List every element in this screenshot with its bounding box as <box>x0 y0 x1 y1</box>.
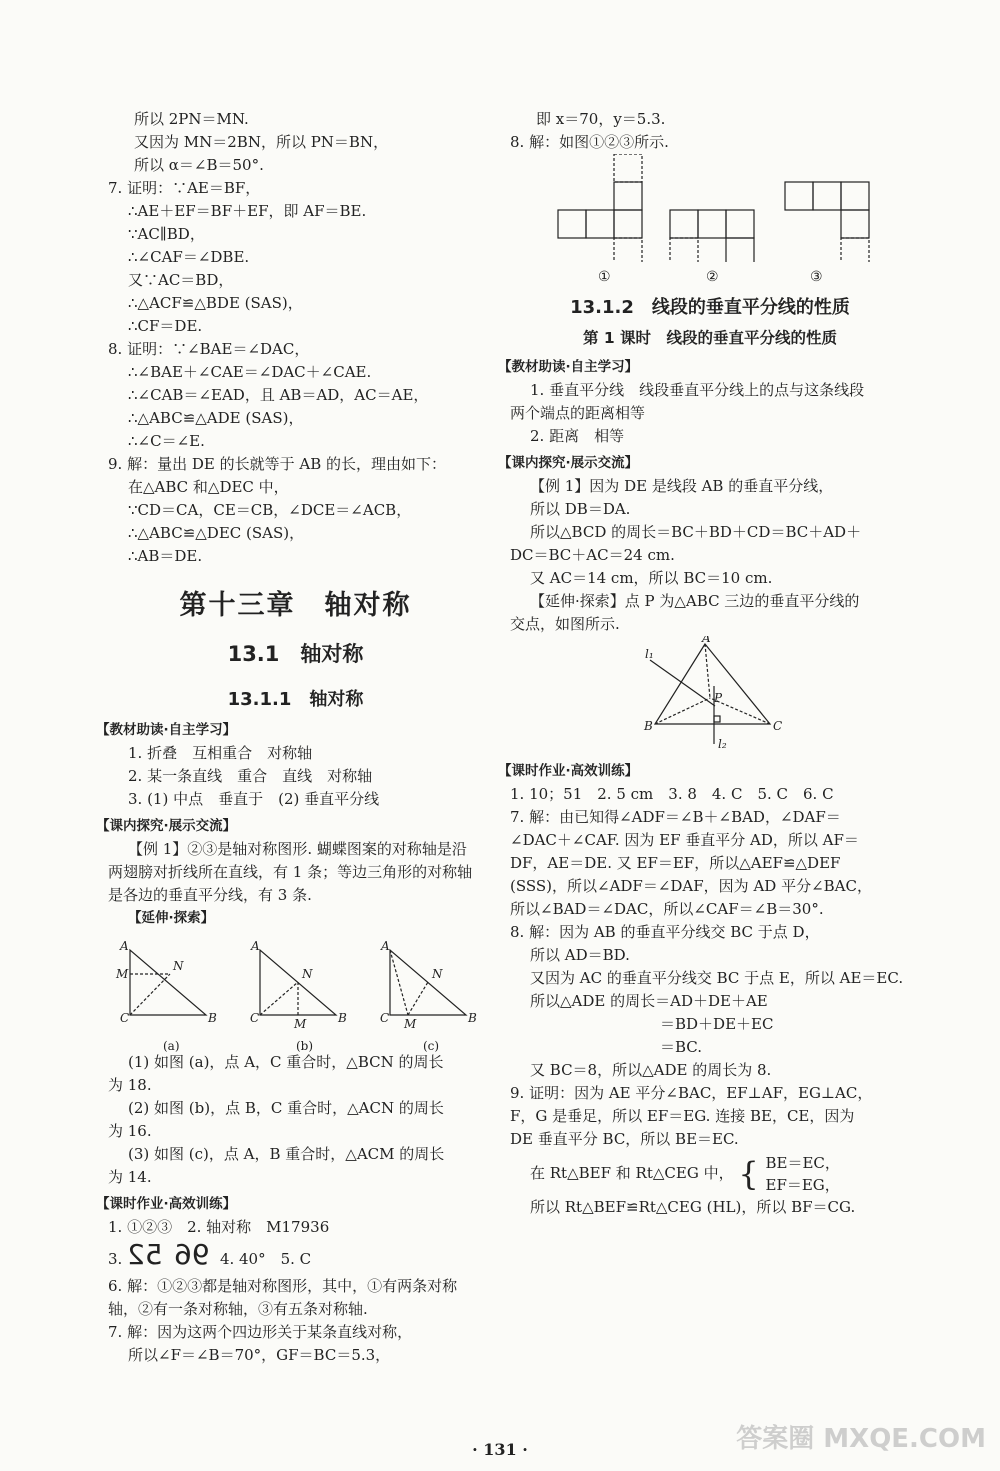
text-line: 7. 解：因为这两个四边形关于某条直线对称， <box>108 1323 413 1341</box>
text-line: 8. 证明：∵∠BAE＝∠DAC， <box>108 340 310 358</box>
mirror-answer-line <box>108 1239 483 1275</box>
text-line: (3) 如图 (c)，点 A，B 重合时，△ACM 的周长 <box>128 1145 445 1163</box>
section-header: 【课时作业·高效训练】 <box>96 1196 237 1212</box>
caption-a: (a) <box>163 1039 180 1053</box>
text-line: ＝BD＋DE＋EC <box>660 1015 774 1033</box>
text-line: 又 BC＝8，所以△ADE 的周长为 8. <box>530 1061 772 1079</box>
text-line: (2) 如图 (b)，点 B，C 重合时，△ACN 的周长 <box>128 1099 444 1117</box>
section-header: 【教材助读·自主学习】 <box>498 359 639 375</box>
text-line: 9. 解：量出 DE 的长就等于 AB 的长，理由如下： <box>108 455 446 473</box>
svg-text:A: A <box>381 939 390 953</box>
triangle-figures <box>108 930 483 1035</box>
text-line: 9. 证明：因为 AE 平分∠BAC，EF⊥AF，EG⊥AC， <box>510 1084 873 1102</box>
text-line: 两翅膀对折线所在直线，有 1 条；等边三角形的对称轴 <box>108 863 473 881</box>
brace-icon: { <box>738 1155 759 1193</box>
equation-line: EF＝EG， <box>765 1176 840 1194</box>
lesson-title: 第 1 课时 线段的垂直平分线的性质 <box>582 329 838 347</box>
text-line: 8. 解：如图①②③所示. <box>510 133 669 151</box>
text-line: 所以∠F＝∠B＝70°，GF＝BC＝5.3， <box>128 1346 391 1364</box>
watermark-logo: 答案圈 MXQE.COM <box>736 1424 986 1454</box>
section-header: 【教材助读·自主学习】 <box>96 722 237 738</box>
subsection-title: 13.1.2 线段的垂直平分线的性质 <box>570 297 850 318</box>
subsection-title: 13.1.1 轴对称 <box>227 689 364 710</box>
text-line: 又因为 AC 的垂直平分线交 BC 于点 E，所以 AE＝EC. <box>530 969 904 987</box>
bisector-svg <box>510 636 910 756</box>
section-header: 【课内探究·展示交流】 <box>96 818 237 834</box>
text-line: 1. ①②③ 2. 轴对称 M17936 <box>108 1218 330 1236</box>
caption-1: ① <box>598 269 611 285</box>
text-line: 4. 40° 5. C <box>219 1250 312 1268</box>
text-line: 7. 解：由已知得∠ADF＝∠B＋∠BAD，∠DAF＝ <box>510 808 841 826</box>
svg-text:C: C <box>380 1011 390 1025</box>
text-line: 1. 垂直平分线 线段垂直平分线上的点与这条线段 <box>530 381 865 399</box>
text-line: DC＝BC＋AC＝24 cm. <box>510 546 675 564</box>
triangles-svg <box>108 930 488 1035</box>
text-line: ∴AE＋EF＝BF＋EF，即 AF＝BE. <box>128 202 367 220</box>
svg-text:N: N <box>432 967 443 981</box>
system-of-equations <box>510 1151 910 1196</box>
text-line: 又∵AC＝BD， <box>128 271 234 289</box>
svg-text:N: N <box>173 959 184 973</box>
svg-text:N: N <box>302 967 313 981</box>
page-number: · 131 · <box>472 1440 528 1459</box>
net-captions <box>510 266 910 288</box>
left-column <box>96 108 483 1367</box>
equation-line: BE＝EC， <box>765 1154 840 1172</box>
nets-svg <box>510 154 910 262</box>
text-line: 所以∠BAD＝∠DAC，所以∠CAF＝∠B＝30°. <box>510 900 824 918</box>
caption-b: (b) <box>296 1039 314 1053</box>
section-header: 【课时作业·高效训练】 <box>498 763 639 779</box>
text-line: ∴∠CAF＝∠DBE. <box>128 248 250 266</box>
mirrored-digits-96: 96 <box>173 1238 210 1271</box>
text-line: 8. 解：因为 AB 的垂直平分线交 BC 于点 D， <box>510 923 820 941</box>
text-line: (1) 如图 (a)，点 A，C 重合时，△BCN 的周长 <box>128 1053 444 1071</box>
svg-text:C: C <box>250 1011 260 1025</box>
text-line: 又 AC＝14 cm，所以 BC＝10 cm. <box>530 569 773 587</box>
text-line: 【例 1】②③是轴对称图形. 蝴蝶图案的对称轴是沿 <box>128 840 467 858</box>
svg-text:P: P <box>714 691 723 705</box>
caption-2: ② <box>706 269 719 285</box>
svg-text:C: C <box>120 1011 130 1025</box>
text-line: 在 Rt△BEF 和 Rt△CEG 中， <box>530 1164 734 1182</box>
caption-3: ③ <box>810 269 823 285</box>
text-line: 所以 DB＝DA. <box>530 500 631 518</box>
text-line: 所以 AD＝BD. <box>530 946 630 964</box>
svg-text:M: M <box>294 1017 307 1031</box>
svg-text:A: A <box>702 636 711 645</box>
chapter-title: 第十三章 轴对称 <box>179 590 412 621</box>
svg-text:B: B <box>338 1011 347 1025</box>
svg-text:A: A <box>120 939 129 953</box>
text-line: 所以 α＝∠B＝50°. <box>134 156 264 174</box>
text-line: ∴∠C＝∠E. <box>128 432 205 450</box>
text-line: 2. 某一条直线 重合 直线 对称轴 <box>128 767 373 785</box>
svg-text:M: M <box>116 967 129 981</box>
text-line: ∴△ABC≌△DEC (SAS)， <box>128 524 305 542</box>
net-figures <box>510 154 910 262</box>
text-line: DE 垂直平分 BC，所以 BE＝EC. <box>510 1130 739 1148</box>
right-column <box>498 108 910 1219</box>
text-line: 为 14. <box>108 1168 152 1186</box>
mirrored-digits-52: 52 <box>127 1238 163 1271</box>
text-line: 轴，②有一条对称轴，③有五条对称轴. <box>108 1300 368 1318</box>
text-line: 为 16. <box>108 1122 152 1140</box>
svg-text:M: M <box>404 1017 417 1031</box>
text-line: ∴△ACF≌△BDE (SAS)， <box>128 294 303 312</box>
text-line: 所以△BCD 的周长＝BC＋BD＋CD＝BC＋AD＋ <box>530 523 862 541</box>
figure-captions <box>108 1035 483 1051</box>
text-line: ∴CF＝DE. <box>128 317 203 335</box>
text-line: 【例 1】因为 DE 是线段 AB 的垂直平分线， <box>530 477 834 495</box>
text-line: 交点，如图所示. <box>510 615 620 633</box>
svg-text:B: B <box>208 1011 217 1025</box>
text-line: ∠DAC＋∠CAF. 因为 EF 垂直平分 AD，所以 AF＝ <box>510 831 859 849</box>
section-header: 【课内探究·展示交流】 <box>498 455 639 471</box>
text-line: ∴△ABC≌△ADE (SAS)， <box>128 409 304 427</box>
svg-text:l₂: l₂ <box>718 737 727 751</box>
text-line: 在△ABC 和△DEC 中， <box>128 478 289 496</box>
perpendicular-bisector-figure <box>510 636 910 756</box>
svg-text:l₁: l₁ <box>645 647 654 661</box>
text-line: 即 x＝70，y＝5.3. <box>536 110 666 128</box>
text-line: (SSS)，所以∠ADF＝∠DAF，因为 AD 平分∠BAC， <box>510 877 872 895</box>
text-line: 3. <box>108 1250 123 1268</box>
caption-c: (c) <box>423 1039 440 1053</box>
svg-text:A: A <box>251 939 260 953</box>
section-title: 13.1 轴对称 <box>227 642 364 666</box>
text-line: 是各边的垂直平分线，有 3 条. <box>108 886 312 904</box>
text-line: ∵CD＝CA，CE＝CB，∠DCE＝∠ACB， <box>128 501 412 519</box>
text-line: 2. 距离 相等 <box>530 427 625 445</box>
text-line: 3. (1) 中点 垂直于 (2) 垂直平分线 <box>128 790 380 808</box>
text-line: ∴∠BAE＋∠CAE＝∠DAC＋∠CAE. <box>128 363 372 381</box>
text-line: ∴AB＝DE. <box>128 547 203 565</box>
text-line: 6. 解：①②③都是轴对称图形，其中，①有两条对称 <box>108 1277 458 1295</box>
text-line: DF，AE＝DE. 又 EF＝EF，所以△AEF≌△DEF <box>510 854 841 872</box>
text-line: 【延伸·探索】点 P 为△ABC 三边的垂直平分线的 <box>530 592 860 610</box>
equation-stack <box>766 1152 840 1196</box>
text-line: 两个端点的距离相等 <box>510 404 646 422</box>
text-line: 【延伸·探索】 <box>128 910 215 926</box>
text-line: 又因为 MN＝2BN，所以 PN＝BN， <box>134 133 389 151</box>
text-line: 所以 Rt△BEF≌Rt△CEG (HL)，所以 BF＝CG. <box>530 1198 856 1216</box>
svg-text:B: B <box>644 719 653 733</box>
svg-text:B: B <box>468 1011 477 1025</box>
text-line: 为 18. <box>108 1076 152 1094</box>
text-line: ＝BC. <box>660 1038 703 1056</box>
svg-text:C: C <box>773 719 783 733</box>
text-line: ∴∠CAB＝∠EAD，且 AB＝AD，AC＝AE， <box>128 386 429 404</box>
text-line: 所以△ADE 的周长＝AD＋DE＋AE <box>530 992 768 1010</box>
text-line: 1. 折叠 互相重合 对称轴 <box>128 744 313 762</box>
text-line: ∵AC∥BD， <box>128 225 205 243</box>
text-line: 7. 证明：∵AE＝BF， <box>108 179 261 197</box>
text-line: F，G 是垂足，所以 EF＝EG. 连接 BE，CE，因为 <box>510 1107 855 1125</box>
text-line: 1. 10；51 2. 5 cm 3. 8 4. C 5. C 6. C <box>510 785 834 803</box>
text-line: 所以 2PN＝MN. <box>134 110 249 128</box>
